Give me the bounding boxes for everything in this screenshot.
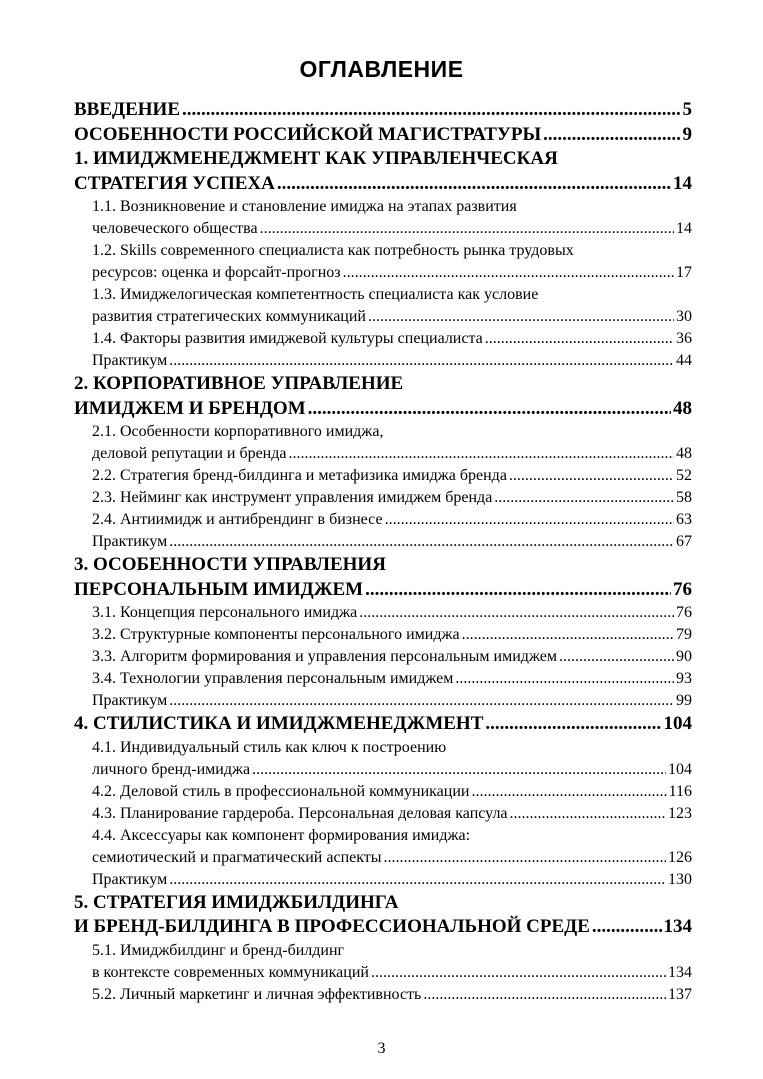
dot-leader [167,531,674,553]
toc-entry-title: 1.4. Факторы развития имиджевой культуры специалиста [92,330,483,347]
toc-entry-title: ПЕРСОНАЛЬНЫМ ИМИДЖЕМ [74,578,364,600]
toc-entry-title: ИМИДЖЕМ И БРЕНДОМ [74,397,306,419]
toc-page-number: 76 [676,604,692,621]
toc-section-line[interactable] [74,487,692,509]
toc-entry-title: в контексте современных коммуникаций [92,963,369,981]
toc-entry-title: 1.1. Возникновение и становление имиджа на этапах развития [92,198,517,215]
toc-chapter-line[interactable] [74,123,692,148]
toc-section-line[interactable] [74,218,692,240]
toc-page-number: 104 [663,713,692,734]
toc-entry-title: И БРЕНД-БИЛДИНГА В ПРОФЕССИОНАЛЬНОЙ СРЕДЕ [74,916,590,937]
toc-entry-title: 4. СТИЛИСТИКА И ИМИДЖМЕНЕДЖМЕНТ [74,713,484,734]
toc-page-number: 63 [676,511,692,528]
toc-page-number: 126 [668,848,692,866]
toc-section-line[interactable] [74,962,692,984]
toc-page-number: 9 [682,123,692,145]
toc-section-line[interactable] [74,509,692,531]
toc-page-number: 79 [676,626,692,643]
toc-page-number: 14 [673,172,692,194]
toc-entry-title: 5. СТРАТЕГИЯ ИМИДЖБИЛДИНГА [74,891,399,913]
toc-page-number: 30 [676,308,692,325]
toc-section-line[interactable] [74,328,692,350]
toc-page-number: 116 [668,782,692,800]
toc-entry-title: 2.4. Антиимидж и антибрендинг в бизнесе [92,511,383,528]
toc-chapter-line[interactable] [74,372,692,397]
toc-chapter-line[interactable] [74,397,692,422]
toc-section-line[interactable] [74,443,692,465]
toc-section-line[interactable] [74,624,692,646]
toc-page-number: 52 [676,467,692,484]
toc-entry-title: Практикум [92,352,168,369]
toc-section-line[interactable] [74,284,692,306]
dot-leader [382,847,666,869]
page-title: ОГЛАВЛЕНИЕ [299,56,464,82]
dot-leader [369,962,666,984]
dot-leader [421,984,666,1006]
toc-entry-title: 4.2. Деловой стиль в профессиональной коммуникации [92,782,470,800]
toc-entry-title: человеческого общества [92,220,258,237]
page-number: 3 [377,1040,386,1057]
toc-entry-title: Практикум [92,533,168,550]
dot-leader [383,509,674,531]
dot-leader [357,602,674,624]
toc-page-number: 104 [668,760,692,778]
toc-page-number: 48 [673,397,692,419]
dot-leader [167,869,666,891]
toc-page-number: 36 [676,330,692,347]
toc-page-number: 14 [676,220,692,237]
toc-entry-title: 2. КОРПОРАТИВНОЕ УПРАВЛЕНИЕ [74,373,404,394]
toc-section-line[interactable] [74,825,692,847]
toc-entry-title: 5.1. Имиджбилдинг и бренд-билдинг [92,941,345,959]
toc-entry-title: 3.3. Алгоритм формирования и управления персональным имиджем [92,648,558,665]
dot-leader [366,306,674,328]
toc-chapter-line[interactable] [74,891,692,916]
toc-section-line[interactable] [74,984,692,1006]
toc-chapter-line[interactable] [74,172,692,197]
table-of-contents [74,98,692,1006]
dot-leader [460,624,674,646]
toc-section-line[interactable] [74,847,692,869]
toc-section-line[interactable] [74,306,692,328]
toc-section-line[interactable] [74,737,692,759]
dot-leader [507,465,674,487]
toc-page-number: 76 [673,578,692,600]
toc-page-number: 58 [676,489,692,506]
toc-entry-title: СТРАТЕГИЯ УСПЕХА [74,172,275,194]
toc-section-line[interactable] [74,781,692,803]
dot-leader [250,759,666,781]
toc-section-line[interactable] [74,350,692,372]
toc-page-number: 123 [668,804,692,822]
dot-leader [469,781,666,803]
dot-leader [363,578,671,603]
toc-entry-title: 4.3. Планирование гардероба. Персональная деловая капсула [92,804,508,822]
toc-chapter-line[interactable] [74,578,692,603]
toc-page-number: 93 [676,670,692,687]
toc-page-number: 17 [676,264,692,281]
toc-entry-title: 3.2. Структурные компоненты персонального имиджа [92,626,460,643]
dot-leader [483,328,674,350]
toc-page-number: 90 [676,648,692,665]
toc-entry-title: 1.3. Имиджелогическая компетентность специалиста как условие [92,286,539,303]
toc-entry-title: 2.2. Стратегия бренд-билдинга и метафизика имиджа бренда [92,467,507,484]
toc-section-line[interactable] [74,196,692,218]
dot-leader [167,350,674,372]
toc-section-line[interactable] [74,602,692,624]
toc-entry-title: деловой репутации и бренда [92,445,287,462]
toc-page-number: 130 [668,870,692,888]
toc-entry-title: Практикум [92,870,168,888]
toc-section-line[interactable] [74,465,692,487]
dot-leader [557,646,674,668]
dot-leader [590,915,662,940]
toc-section-line[interactable] [74,869,692,891]
toc-section-line[interactable] [74,646,692,668]
toc-chapter-line[interactable] [74,553,692,578]
toc-entry-title: Практикум [92,692,168,709]
dot-leader [275,172,671,197]
toc-entry-title: 1.2. Skills современного специалиста как потребность рынка трудовых [92,242,574,259]
dot-leader [167,690,674,712]
dot-leader [286,443,674,465]
toc-entry-title: личного бренд-имиджа [92,760,251,778]
toc-entry-title: 2.3. Нейминг как инструмент управления имиджем бренда [92,489,493,506]
toc-page-number: 5 [682,99,692,120]
dot-leader [508,803,666,825]
toc-chapter-line[interactable] [74,712,692,737]
dot-leader [492,487,674,509]
toc-entry-title: развития стратегических коммуникаций [92,308,366,325]
toc-page-number: 44 [676,352,692,369]
toc-entry-title: 5.2. Личный маркетинг и личная эффективность [92,985,422,1003]
dot-leader [483,712,661,737]
dot-leader [306,397,671,422]
toc-entry-title: ОСОБЕННОСТИ РОССИЙСКОЙ МАГИСТРАТУРЫ [74,123,542,145]
dot-leader [541,123,680,148]
toc-entry-title: 3. ОСОБЕННОСТИ УПРАВЛЕНИЯ [74,554,386,575]
toc-entry-title: ВВЕДЕНИЕ [74,99,180,120]
toc-page-number: 48 [676,445,692,462]
toc-section-line[interactable] [74,759,692,781]
toc-section-line[interactable] [74,262,692,284]
toc-section-line[interactable] [74,421,692,443]
toc-section-line[interactable] [74,690,692,712]
dot-leader [341,262,674,284]
toc-page-number: 67 [676,533,692,550]
toc-chapter-line[interactable] [74,915,692,940]
toc-page-number: 134 [663,916,692,937]
toc-chapter-line[interactable] [74,98,692,123]
toc-page-number: 134 [668,963,692,981]
dot-leader [258,218,674,240]
toc-page-number: 137 [668,985,692,1003]
toc-entry-title: 4.4. Аксессуары как компонент формирования имиджа: [92,826,471,844]
toc-entry-title: 3.1. Концепция персонального имиджа [92,604,358,621]
dot-leader [180,98,681,123]
toc-page-number: 99 [676,692,692,709]
toc-entry-title: ресурсов: оценка и форсайт-прогноз [92,264,341,281]
toc-entry-title: 4.1. Индивидуальный стиль как ключ к построению [92,738,447,756]
toc-section-line[interactable] [74,668,692,690]
toc-entry-title: 2.1. Особенности корпоративного имиджа, [92,423,384,440]
toc-entry-title: 3.4. Технологии управления персональным имиджем [92,670,454,687]
toc-entry-title: 1. ИМИДЖМЕНЕДЖМЕНТ КАК УПРАВЛЕНЧЕСКАЯ [74,148,558,169]
toc-section-line[interactable] [74,531,692,553]
toc-chapter-line[interactable] [74,147,692,172]
toc-entry-title: семиотический и прагматический аспекты [92,848,382,866]
toc-section-line[interactable] [74,803,692,825]
toc-section-line[interactable] [74,940,692,962]
toc-section-line[interactable] [74,240,692,262]
dot-leader [453,668,674,690]
